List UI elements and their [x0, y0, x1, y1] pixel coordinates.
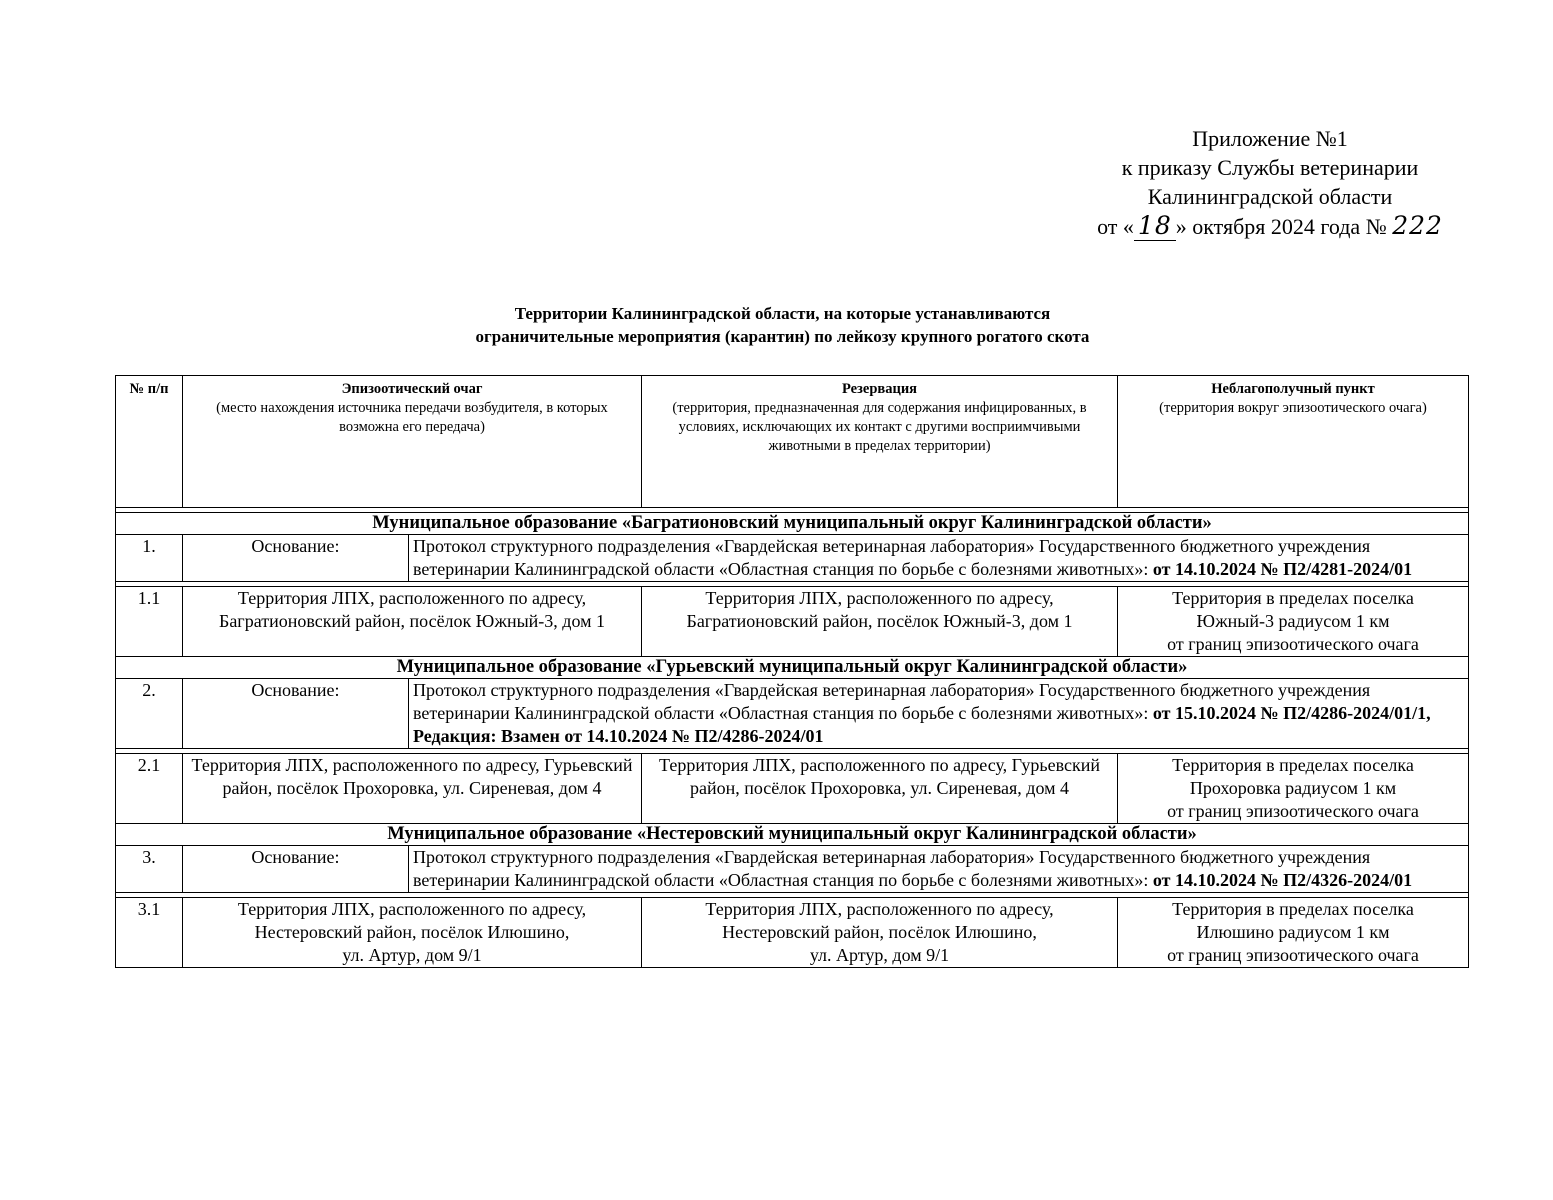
section-number: 3.	[116, 846, 183, 893]
focus-cell	[183, 898, 642, 968]
appendix-date-line	[1040, 211, 1500, 241]
header-reservation	[642, 376, 1118, 508]
appendix-title: Приложение №1	[1192, 126, 1348, 151]
reservation-line-1: Территория ЛПХ, расположенного по адресу,	[705, 899, 1054, 919]
document-title	[320, 302, 1245, 348]
basis-protocol-ref: от 15.10.2024 № П2/4286-2024/01/1, Редакция: Взамен от 14.10.2024 № П2/4286-2024/01	[413, 703, 1431, 746]
reservation-line-2: Нестеровский район, посёлок Илюшино,	[722, 922, 1037, 942]
basis-protocol-ref: от 14.10.2024 № П2/4326-2024/01	[1152, 870, 1413, 890]
reservation-line-3: ул. Артур, дом 9/1	[809, 945, 950, 965]
appendix-region: Калининградской области	[1147, 184, 1393, 209]
quarantine-territories-table	[115, 375, 1469, 968]
point-cell	[1118, 587, 1469, 657]
table-header-row	[116, 376, 1469, 508]
title-line-1: Территории Калининградской области, на которые устанавливаются	[514, 304, 1051, 323]
point-cell	[1118, 754, 1469, 824]
header-point-desc: (территория вокруг эпизоотического очага)	[1159, 400, 1427, 416]
handwritten-day: 18	[1134, 211, 1176, 241]
basis-protocol-ref: от 14.10.2024 № П2/4281-2024/01	[1152, 559, 1413, 579]
municipality-name: Муниципальное образование «Нестеровский муниципальный округ Калининградской области»	[116, 824, 1469, 846]
focus-line-1: Территория ЛПХ, расположенного по адресу,	[237, 899, 587, 919]
handwritten-order-number: 222	[1392, 211, 1443, 240]
section-number: 1.	[116, 535, 183, 582]
focus-cell: Территория ЛПХ, расположенного по адресу, Гурьевский район, посёлок Прохоровка, ул. Сиреневая, дом 4	[183, 754, 642, 824]
header-point-title: Неблагополучный пункт	[1211, 381, 1375, 397]
focus-cell: Территория ЛПХ, расположенного по адресу, Багратионовский район, посёлок Южный-3, дом 1	[183, 587, 642, 657]
territory-row	[116, 587, 1469, 657]
point-line-1: Территория в пределах поселка	[1172, 899, 1414, 919]
basis-protocol	[409, 535, 1469, 582]
reservation-cell	[642, 898, 1118, 968]
territory-row	[116, 898, 1469, 968]
municipality-row	[116, 513, 1469, 535]
point-line-2: Прохоровка радиусом 1 км	[1189, 778, 1397, 798]
header-focus	[183, 376, 642, 508]
basis-row	[116, 846, 1469, 893]
reservation-cell: Территория ЛПХ, расположенного по адресу, Гурьевский район, посёлок Прохоровка, ул. Сиреневая, дом 4	[642, 754, 1118, 824]
basis-label: Основание:	[183, 679, 409, 749]
municipality-row	[116, 657, 1469, 679]
territory-row	[116, 754, 1469, 824]
reservation-cell: Территория ЛПХ, расположенного по адресу, Багратионовский район, посёлок Южный-3, дом 1	[642, 587, 1118, 657]
date-prefix: от «	[1097, 214, 1134, 239]
point-line-2: Илюшино радиусом 1 км	[1196, 922, 1390, 942]
appendix-order-ref: к приказу Службы ветеринарии	[1121, 155, 1419, 180]
header-num: № п/п	[116, 376, 183, 508]
row-number: 1.1	[116, 587, 183, 657]
basis-label: Основание:	[183, 846, 409, 893]
header-point	[1118, 376, 1469, 508]
point-line-1: Территория в пределах поселка	[1172, 588, 1414, 608]
header-reservation-desc: (территория, предназначенная для содержания инфицированных, в условиях, исключающих их контакт с другими восприимчивыми животными в пределах территории)	[672, 400, 1087, 454]
municipality-row	[116, 824, 1469, 846]
header-reservation-title: Резервация	[841, 381, 918, 397]
row-number: 2.1	[116, 754, 183, 824]
focus-line-2: Нестеровский район, посёлок Илюшино,	[254, 922, 570, 942]
basis-protocol-text: Протокол структурного подразделения «Гвардейская ветеринарная лаборатория» Государственного бюджетного учреждения ветеринарии Калининградской области «Областная станция по борьбе с болезнями животных»:	[413, 536, 1371, 579]
header-focus-desc: (место нахождения источника передачи возбудителя, в которых возможна его передача)	[216, 400, 608, 435]
point-line-2: Южный-3 радиусом 1 км	[1196, 611, 1390, 631]
municipality-name: Муниципальное образование «Багратионовский муниципальный округ Калининградской области»	[116, 513, 1469, 535]
appendix-header	[1040, 124, 1500, 241]
basis-protocol-text: Протокол структурного подразделения «Гвардейская ветеринарная лаборатория» Государственного бюджетного учреждения ветеринарии Калининградской области «Областная станция по борьбе с болезнями животных»:	[413, 847, 1371, 890]
section-number: 2.	[116, 679, 183, 749]
point-line-3: от границ эпизоотического очага	[1167, 634, 1419, 654]
row-number: 3.1	[116, 898, 183, 968]
point-line-3: от границ эпизоотического очага	[1167, 801, 1419, 821]
point-line-3: от границ эпизоотического очага	[1167, 945, 1419, 965]
basis-protocol	[409, 679, 1469, 749]
focus-line-3: ул. Артур, дом 9/1	[342, 945, 482, 965]
point-line-1: Территория в пределах поселка	[1172, 755, 1414, 775]
header-focus-title: Эпизоотический очаг	[341, 381, 483, 397]
basis-label: Основание:	[183, 535, 409, 582]
municipality-name: Муниципальное образование «Гурьевский муниципальный округ Калининградской области»	[116, 657, 1469, 679]
basis-row	[116, 535, 1469, 582]
basis-protocol-text: Протокол структурного подразделения «Гвардейская ветеринарная лаборатория» Государственного бюджетного учреждения ветеринарии Калининградской области «Областная станция по борьбе с болезнями животных»:	[413, 680, 1371, 723]
basis-protocol	[409, 846, 1469, 893]
title-line-2: ограничительные мероприятия (карантин) по лейкозу крупного рогатого скота	[475, 327, 1090, 346]
date-middle: » октября 2024 года №	[1175, 214, 1387, 239]
basis-row	[116, 679, 1469, 749]
point-cell	[1118, 898, 1469, 968]
